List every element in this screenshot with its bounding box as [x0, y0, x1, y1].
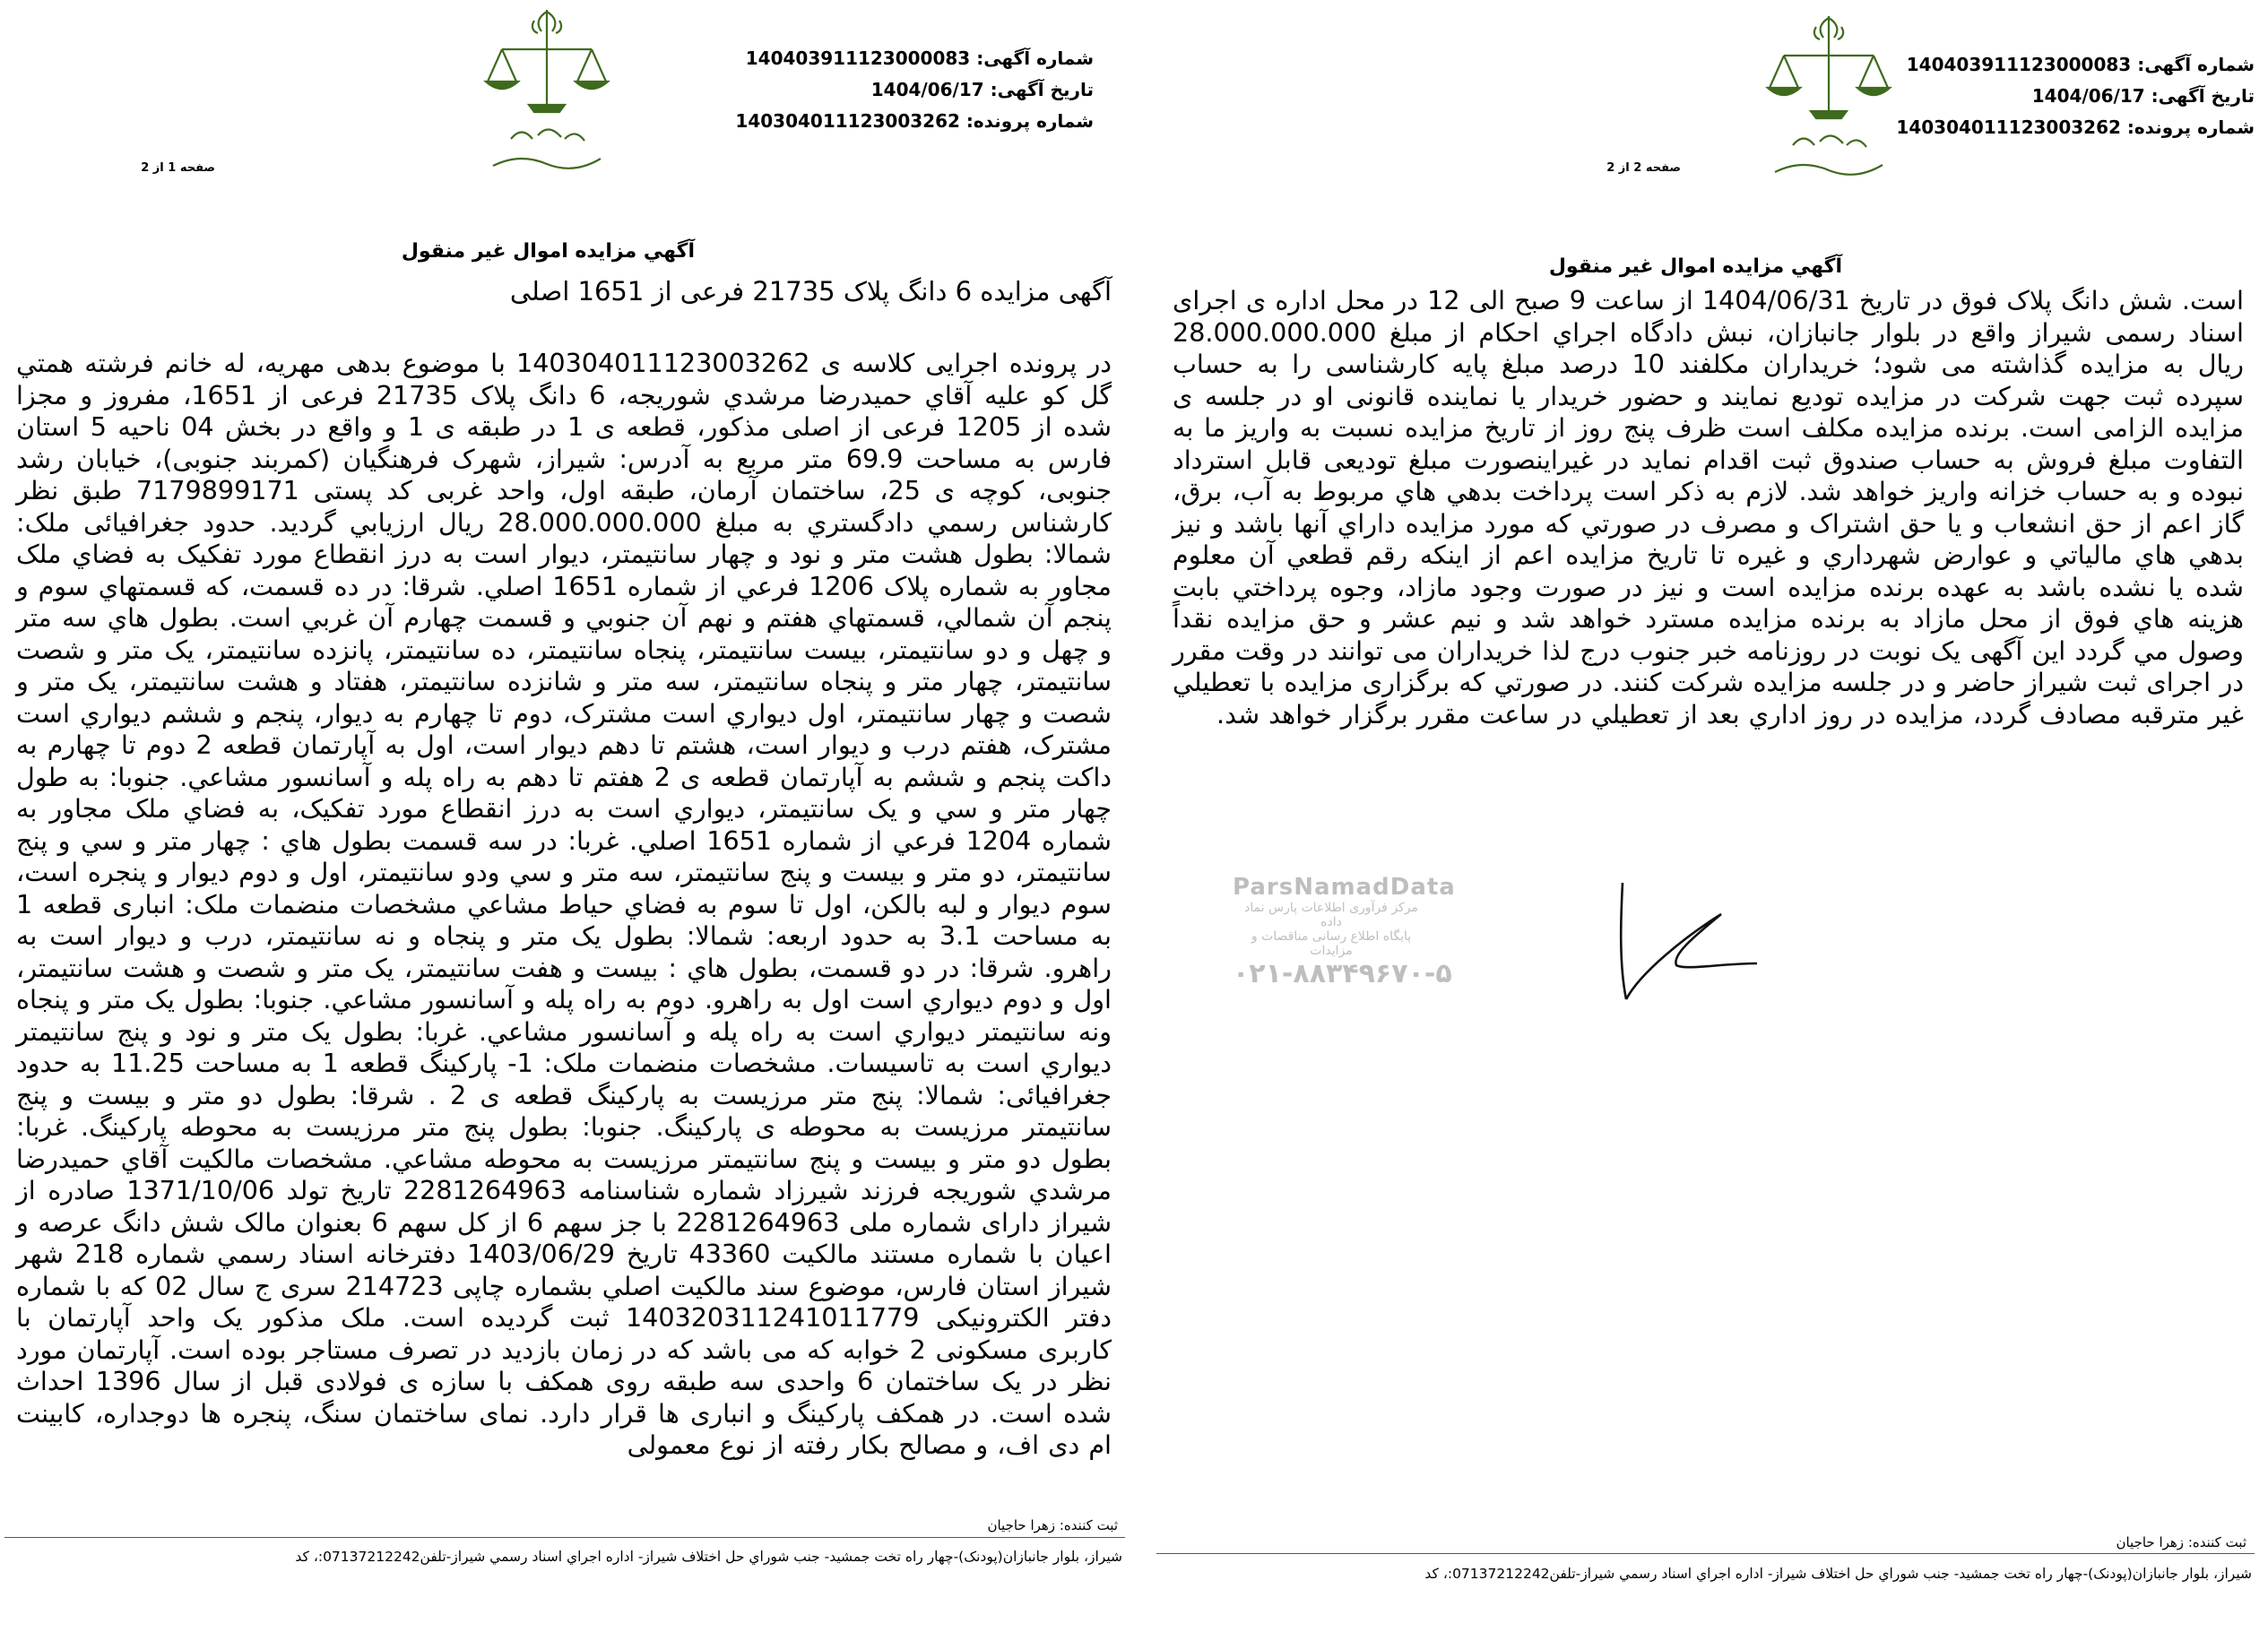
registrar-name: ثبت کننده: زهرا حاجیان — [2116, 1534, 2246, 1550]
notice-date: تاریخ آگهی: 1404/06/17 — [870, 79, 1094, 100]
notice-body: در پرونده اجرايی کلاسه ی 140304011123003262 با موضوع بدهی مهريه، له خانم فرشته همتي گل کو عليه آقاي حميدرضا مرشدي شوريجه، 6 دانگ پلاک 21735 فرعی از 1651، مفروز و مجزا شده از 1205 فرعی از اصلی مذکور، قطعه ی 1 در طبقه ی 1 و واقع در بخش 04 ناحيه 5 استان فارس به مساحت 69.9 متر مربع به آدرس: شيراز، شهرک فرهنگيان (کمربند جنوبی)، خيابان رشد جنوبی، کوچه ی 25، ساختمان آرمان، طبقه اول، واحد غربی کد پستی 7179899171 طبق نظر کارشناس رسمي دادگستري به مبلغ 28.000.000.000 ريال ارزيابي گرديد. حدود جغرافيائی ملک: شمالا: بطول هشت متر و نود و چهار سانتيمتر، ديوار است به درز انقطاع مورد تفکيک به فضاي ملک مجاور به شماره پلاک 1206 فرعي از شماره 1651 اصلي. شرقا: در ده قسمت، که قسمتهاي سوم و پنجم آن شمالي، قسمتهاي هفتم و نهم آن جنوبي و قسمت چهارم آن غربي است. بطول هاي سه متر و چهل و دو سانتيمتر، بيست سانتيمتر، پنجاه سانتيمتر، ده سانتيمتر، پانزده سانتيمتر، يک متر و شصت سانتيمتر، چهار متر و پنجاه سانتيمتر، سه متر و شانزده سانتيمتر، هفتاد و هشت سانتيمتر، يک متر و شصت و چهار سانتيمتر، اول ديواري است مشترک، دوم تا چهارم به ديوار، پنجم و ششم ديواري است مشترک، هفتم درب و ديوار است، هشتم تا دهم ديوار است، اول به آپارتمان قطعه 2 دوم تا چهارم به داکت پنجم و ششم به آپارتمان قطعه ی 2 هفتم تا دهم به راه پله و آسانسور مشاعي. جنوبا: به طول چهار متر و سي و يک سانتيمتر، ديواري است به درز انقطاع مورد تفکيک، به فضاي ملک مجاور به شماره 1204 فرعي از شماره 1651 اصلي. غربا: در سه قسمت بطول هاي : چهار متر و سي و پنج سانتيمتر، دو متر و بيست و پنج سانتيمتر، سه متر و سي ودو سانتيمتر، اول و دوم ديوار و پنجره است، سوم ديوار و لبه بالکن، اول تا سوم به فضاي حياط مشاعي مشخصات منضمات ملک: انباری قطعه 1 به مساحت 3.1 به حدود اربعه: شمالا: بطول يک متر و پنجاه و نه سانتيمتر، درب و ديوار است به راهرو. شرقا: در دو قسمت، بطول هاي : بيست و هفت سانتيمتر، يک متر و شصت و هشت سانتيمتر، اول و دوم ديواري است اول به راهرو. دوم به راه پله و آسانسور مشاعي. جنوبا: بطول يک متر و پنجاه ونه سانتيمتر ديواري است به راه پله و آسانسور مشاعي. غربا: بطول يک متر و نود و پنج سانتيمتر ديواري است به تاسيسات. مشخصات منضمات ملک: 1- پارکينگ قطعه 1 به مساحت 11.25 به حدود جغرافيائی: شمالا: پنج متر مرزيست به پارکينگ قطعه ی 2 . شرقا: بطول دو متر و بيست و پنج سانتيمتر مرزيست به محوطه ی پارکينگ. جنوبا: بطول پنج متر مرزيست به محوطه پارکينگ. غربا: بطول دو متر و بيست و پنج سانتيمتر مرزيست به محوطه مشاعي. مشخصات مالکيت آقاي حميدرضا مرشدي شوريجه فرزند شيرزاد شماره شناسنامه 2281264963 تاريخ تولد 1371/10/06 صادره از شيراز دارای شماره ملی 2281264963 با جز سهم 6 از کل سهم 6 بعنوان مالک شش دانگ عرصه و اعيان با شماره مستند مالکيت 43360 تاريخ 1403/06/29 دفترخانه اسناد رسمي شماره 218 شهر شيراز استان فارس، موضوع سند مالکيت اصلي بشماره چاپی 214723 سری ج سال 02 که با شماره دفتر الکترونيکی 140320311241011779 ثبت گرديده است. ملک مذکور يک واحد آپارتمان با کاربری مسکونی 2 خوابه که می باشد که در زمان بازديد در تصرف مستاجر بوده است. آپارتمان مورد نظر در يک ساختمان 6 واحدی سه طبقه روی همکف با سازه ی فولادی قبل از سال 1396 احداث شده است. در همکف پارکينگ و انباری ها قرار دارد. نمای ساختمان سنگ، پنجره ها دوجداره، کابينت ام دی اف، و مصالح بکار رفته از نوع معمولی — [16, 348, 1112, 1460]
watermark-line-1: مرکز فرآوری اطلاعات پارس نماد داده — [1244, 901, 1418, 929]
signature-icon — [1587, 865, 1770, 1013]
page-title: آگهي مزايده اموال غير منقول — [401, 240, 695, 263]
case-number: شماره پرونده: 140304011123003262 — [735, 110, 1094, 132]
notice-subtitle: آگهی مزايده 6 دانگ پلاک 21735 فرعی از 1651 اصلی — [509, 276, 1112, 307]
footer-divider — [4, 1537, 1125, 1538]
page-title: آگهي مزايده اموال غير منقول — [1548, 255, 1842, 278]
watermark-phone: ۰۲۱-۸۸۳۴۹۶۷۰-۵ — [1233, 958, 1452, 989]
case-number: شماره پرونده: 140304011123003262 — [1896, 117, 2255, 138]
footer-divider — [1156, 1553, 2255, 1554]
notice-meta — [735, 43, 1094, 137]
page-number: صفحه 2 از 2 — [1606, 161, 1681, 175]
watermark — [1233, 874, 1456, 989]
office-address: شيراز، بلوار جانبازان(پودنک)-چهار راه تخت جمشيد- جنب شوراي حل اختلاف شيراز- اداره اجراي اسناد رسمي شيراز-تلفن07137212242:، کد — [1424, 1566, 2252, 1582]
notice-number: شماره آگهی: 140403911123000083 — [745, 47, 1094, 69]
notice-number: شماره آگهی: 140403911123000083 — [1906, 54, 2255, 75]
judiciary-emblem-icon — [475, 4, 619, 184]
watermark-line-2: پایگاه اطلاع رسانی مناقصات و مزایدات — [1251, 929, 1412, 958]
notice-meta — [1896, 49, 2255, 143]
notice-date: تاریخ آگهی: 1404/06/17 — [2031, 85, 2255, 107]
page-2 — [1152, 0, 2268, 1632]
judiciary-emblem-icon — [1757, 11, 1900, 190]
notice-body: است. شش دانگ پلاک فوق در تاريخ 1404/06/31 از ساعت 9 صبح الی 12 در محل اداره ی اجرای اسناد رسمی شيراز واقع در بلوار جانبازان، نبش دادگاه اجراي احکام از مبلغ 28.000.000.000 ريال به مزايده گذاشته می شود؛ خريداران مکلفند 10 درصد مبلغ پايه کارشناسی را به حساب سپرده ثبت جهت شرکت در مزايده توديع نمايند و حضور خريدار يا نماينده قانونی او در جلسه ی مزايده الزامی است. برنده مزايده مکلف است ظرف پنج روز از تاريخ مزايده نسبت به واريز ما به التفاوت مبلغ فروش به حساب صندوق ثبت اقدام نمايد در غيراينصورت مبلغ توديعی قابل استرداد نبوده و به حساب خزانه واريز خواهد شد. لازم به ذکر است پرداخت بدهي هاي مربوط به آب، برق، گاز اعم از حق انشعاب و يا حق اشتراک و مصرف در صورتي که مورد مزايده داراي آنها باشد و نيز بدهي هاي مالياتي و عوارض شهرداري و غيره تا تاريخ مزايده اعم از اينکه رقم قطعي آن معلوم شده يا نشده باشد به عهده برنده مزايده است و نيز در صورت وجود مازاد، وجوه پرداختي بابت هزينه هاي فوق از محل مازاد به برنده مزايده مسترد خواهد شد و نيم عشر و حق مزايده نقداً وصول مي گردد اين آگهی يک نوبت در روزنامه خبر جنوب درج لذا خريداران می توانند در وقت مقرر در اجرای ثبت شيراز حاضر و در جلسه مزايده شرکت کنند. در صورتي که برگزاری مزايده با تعطيلي غير مترقبه مصادف گردد، مزايده در روز اداري بعد از تعطيلي در ساعت مقرر برگزار خواهد شد. — [1173, 285, 2244, 730]
registrar-name: ثبت کننده: زهرا حاجیان — [987, 1517, 1118, 1533]
watermark-brand: ParsNamadData — [1233, 874, 1456, 901]
office-address: شيراز، بلوار جانبازان(پودنک)-چهار راه تخت جمشيد- جنب شوراي حل اختلاف شيراز- اداره اجراي اسناد رسمي شيراز-تلفن07137212242:، کد — [295, 1549, 1122, 1565]
page-number: صفحه 1 از 2 — [141, 161, 215, 175]
